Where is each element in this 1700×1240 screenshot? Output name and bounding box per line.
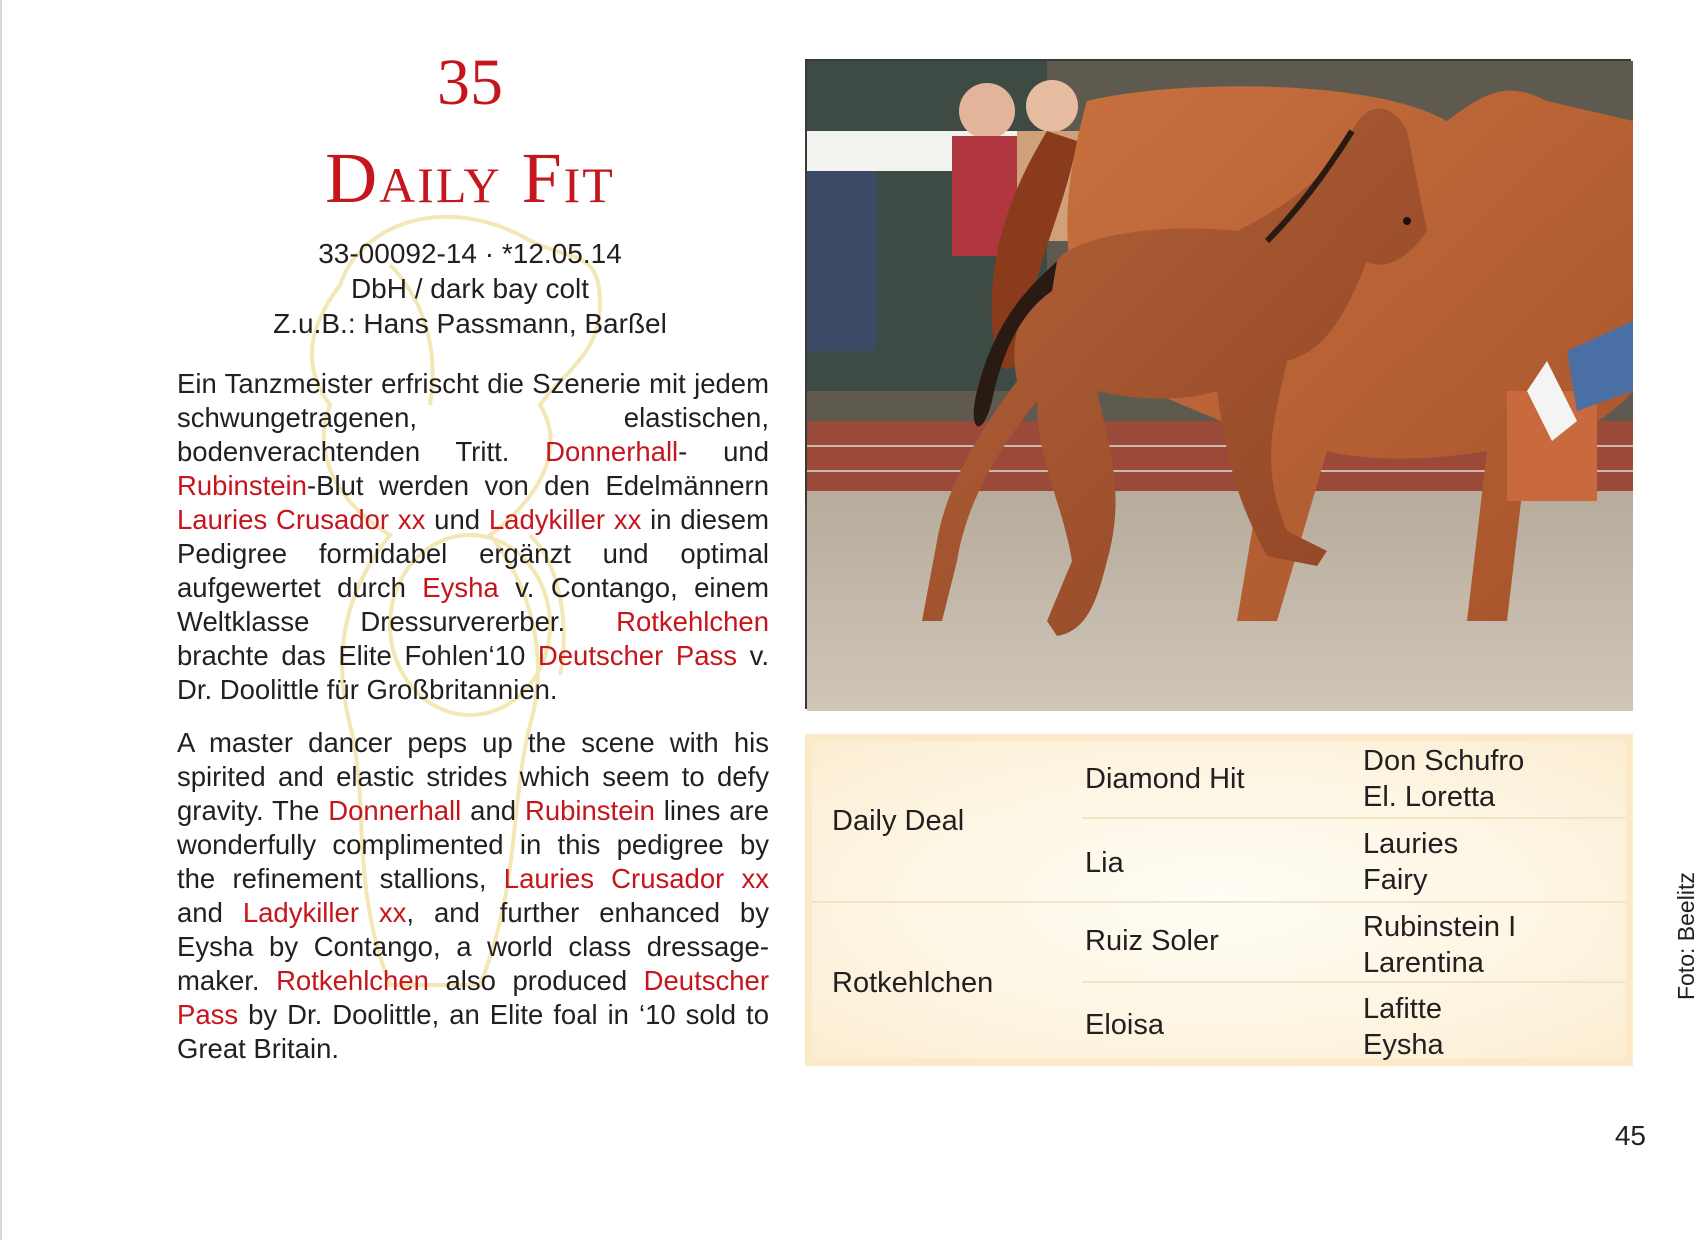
text-run: und [425,504,489,535]
description-english [177,726,769,1066]
text-run: -Blut werden von den Edelmännern [306,470,769,501]
pedigree-divider [1082,981,1626,983]
text-run: lines are wonderfully complimented in this pedigree by the refinement stallions, [177,795,769,894]
photo-credit: Foto: Beelitz [1673,872,1699,1000]
pedigree-ggp: Rubinstein I [1363,911,1517,943]
text-run: also produced [428,965,644,996]
highlighted-name: Eysha [422,572,499,603]
pedigree-divider [1082,817,1626,819]
highlighted-name: Deutscher Pass [537,640,737,671]
highlighted-name: Donnerhall [328,795,462,826]
horse-photo [805,59,1631,709]
pedigree-ggp: Larentina [1363,947,1484,979]
text-run: and [461,795,525,826]
highlighted-name: Rubinstein [177,470,307,501]
registration-number: 33-00092-14 · *12.05.14 [318,238,622,269]
highlighted-name: Rubinstein [524,795,655,826]
pedigree-ggp: Lauries [1363,828,1459,860]
pedigree-sire: Daily Deal [832,805,965,837]
page-number: 45 [1614,1120,1646,1151]
pedigree-dam-dam: Eloisa [1085,1009,1164,1041]
pedigree-sire-sire: Diamond Hit [1085,763,1245,795]
page-edge [0,0,2,1240]
text-run: by Dr. Doolittle, an Elite foal in ‘10 sold to Great Britain. [177,999,769,1064]
text-run: brachte das Elite Fohlen‘10 [177,640,538,671]
text-run: A master dancer peps up the scene with his spirited and elastic strides which seem to defy gravity. The [177,727,769,826]
breeder: Z.u.B.: Hans Passmann, Barßel [273,308,667,339]
pedigree-divider [812,901,1626,903]
horse-meta [165,236,775,341]
text-run: , and further enhanced by Eysha by Contango, a world class dressage-maker. [177,897,769,996]
text-run: Ein Tanzmeister erfrischt die Szenerie mit jedem schwungetragenen, elastischen, bodenverachtenden Tritt. [177,368,769,467]
pedigree-dam-sire: Ruiz Soler [1085,925,1219,957]
lot-number: 35 [437,46,503,119]
pedigree-sire-dam: Lia [1085,847,1124,879]
color-sex: DbH / dark bay colt [350,273,590,304]
highlighted-name: Ladykiller xx [242,897,407,928]
highlighted-name: Rotkehlchen [616,606,769,637]
text-run: - und [678,436,769,467]
highlighted-name: Rotkehlchen [276,965,429,996]
description-german [177,367,769,707]
pedigree-ggp: Don Schufro [1363,745,1525,777]
pedigree-panel [812,741,1626,1059]
highlighted-name: Ladykiller xx [488,504,642,535]
pedigree-dam: Rotkehlchen [832,967,994,999]
highlighted-name: Deutscher Pass [177,965,769,1030]
foal-and-mare-image [807,61,1633,711]
text-run: v. Dr. Doolittle für Großbritannien. [177,640,769,705]
pedigree-table [805,734,1633,1066]
pedigree-ggp: Lafitte [1363,993,1442,1025]
pedigree-ggp: Fairy [1363,864,1428,896]
highlighted-name: Donnerhall [545,436,679,467]
highlighted-name: Lauries Crusador xx [503,863,769,894]
pedigree-ggp: Eysha [1363,1029,1444,1061]
horse-name: Daily Fit [325,138,615,218]
highlighted-name: Lauries Crusador xx [177,504,426,535]
pedigree-ggp: El. Loretta [1363,781,1496,813]
text-run: and [177,897,243,928]
text-run: v. Contango, einem Weltklasse Dressurvererber. [177,572,770,637]
text-run: in diesem Pedigree formidabel ergänzt und optimal aufgewertet durch [177,504,769,603]
